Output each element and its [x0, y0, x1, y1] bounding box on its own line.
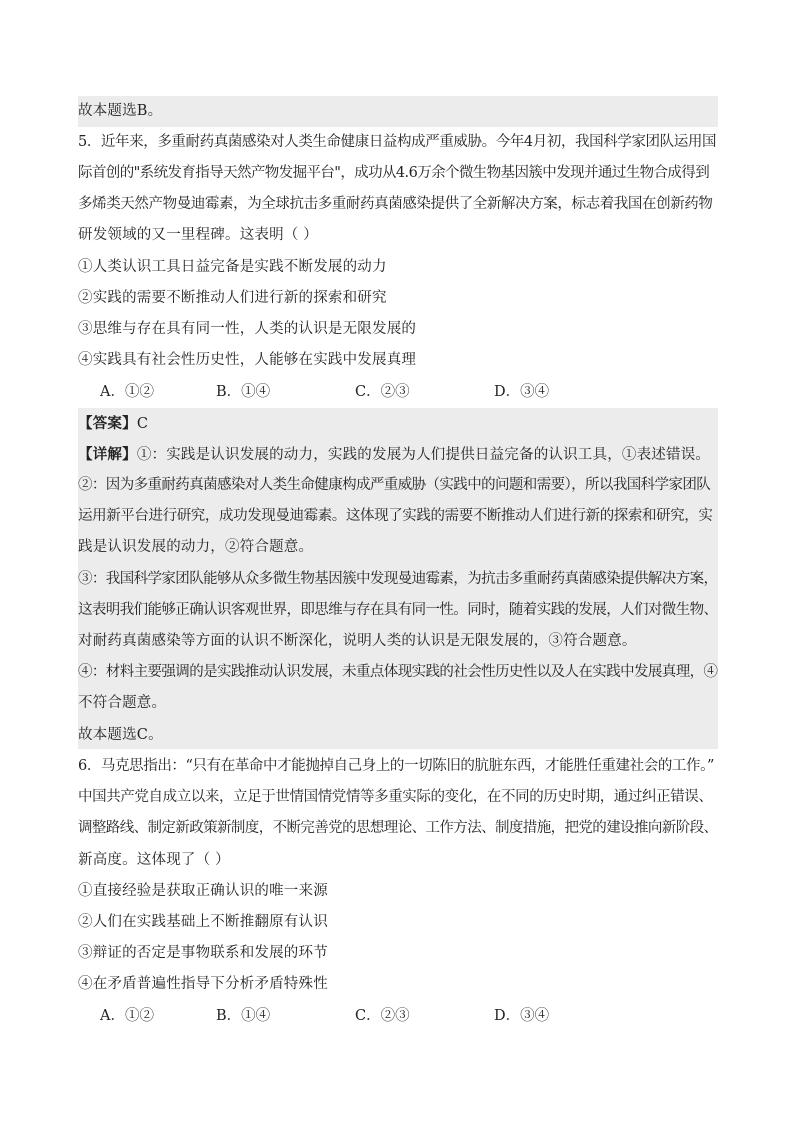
q5-analysis-line: 运用新平台进行研究，成功发现曼迪霉素。这体现了实践的需要不断推动人们进行新的探索和研究，实 [78, 508, 713, 524]
q6-stem-line: 新高度。这体现了（ ） [78, 852, 230, 868]
q5-stem-line: 5．近年来，多重耐药真菌感染对人类生命健康日益构成严重威胁。今年4月初，我国科学家团队运用国 [78, 134, 717, 150]
q5-analysis-line: 不符合题意。 [78, 695, 167, 711]
q5-option-a: A．①② [100, 384, 154, 400]
analysis-text: ①：实践是认识发展的动力，实践的发展为人们提供日益完备的认识工具，①表述错误。 [136, 447, 711, 463]
q6-option-d: D．③④ [494, 1008, 550, 1024]
answer-tag: 【答案】 [78, 415, 137, 432]
q6-stem-line: 中国共产党自成立以来，立足于世情国情党情等多重实际的变化，在不同的历史时期，通过纠正错误、 [78, 789, 713, 805]
q5-analysis-line: ③：我国科学家团队能够从众多微生物基因簇中发现曼迪霉素，为抗击多重耐药真菌感染提供解决方案， [78, 571, 718, 587]
q6-option-c: C．②③ [355, 1008, 410, 1024]
q6-statement-2: ②人们在实践基础上不断推翻原有认识 [78, 914, 328, 930]
q6-option-a: A．①② [100, 1008, 154, 1024]
q5-option-d: D．③④ [494, 384, 550, 400]
q5-statement-3: ③思维与存在具有同一性，人类的认识是无限发展的 [78, 321, 417, 337]
q5-analysis-line: 践是认识发展的动力，②符合题意。 [78, 539, 314, 555]
prev-conclusion: 故本题选B。 [78, 103, 163, 119]
q5-option-c: C．②③ [355, 384, 410, 400]
q5-stem-line: 际首创的"系统发育指导天然产物发掘平台"，成功从4.6万余个微生物基因簇中发现并通过生物合成得到 [78, 165, 710, 181]
q6-option-b: B．①④ [216, 1008, 271, 1024]
q5-option-b: B．①④ [216, 384, 271, 400]
q6-statement-1: ①直接经验是获取正确认识的唯一来源 [78, 883, 328, 899]
q5-statement-4: ④实践具有社会性历史性，人能够在实践中发展真理 [78, 352, 417, 368]
q5-stem-line: 研发领域的又一里程碑。这表明（ ） [78, 227, 319, 243]
q5-analysis-line: ②：因为多重耐药真菌感染对人类生命健康构成严重威胁（实践中的问题和需要），所以我国科学家团队 [78, 477, 711, 493]
q5-conclusion: 故本题选C。 [78, 727, 163, 743]
q5-statement-2: ②实践的需要不断推动人们进行新的探索和研究 [78, 290, 387, 306]
q6-stem-line: 6．马克思指出：“只有在革命中才能抛掉自己身上的一切陈旧的肮脏东西，才能胜任重建社会的工作。” [78, 758, 714, 774]
q6-stem-line: 调整路线、制定新政策新制度，不断完善党的思想理论、工作方法、制度措施，把党的建设推向新阶段、 [78, 820, 718, 836]
q5-analysis-line: 这表明我们能够正确认识客观世界，即思维与存在具有同一性。同时，随着实践的发展，人们对微生物、 [78, 602, 718, 618]
q6-statement-3: ③辩证的否定是事物联系和发展的环节 [78, 945, 328, 961]
q5-analysis-line: 对耐药真菌感染等方面的认识不断深化，说明人类的认识是无限发展的，③符合题意。 [78, 633, 637, 649]
analysis-tag: 【详解】 [78, 446, 137, 463]
q5-analysis-line [78, 439, 718, 470]
q5-stem-line: 多烯类天然产物曼迪霉素，为全球抗击多重耐药真菌感染提供了全新解决方案，标志着我国在创新药物 [78, 196, 713, 212]
q5-analysis-line: ④：材料主要强调的是实践推动认识发展，未重点体现实践的社会性历史性以及人在实践中发展真理，④ [78, 664, 718, 680]
answer-value: C [136, 416, 149, 432]
q5-statement-1: ①人类认识工具日益完备是实践不断发展的动力 [78, 259, 387, 275]
q6-statement-4: ④在矛盾普遍性指导下分析矛盾特殊性 [78, 976, 328, 992]
q5-answer [78, 408, 718, 439]
